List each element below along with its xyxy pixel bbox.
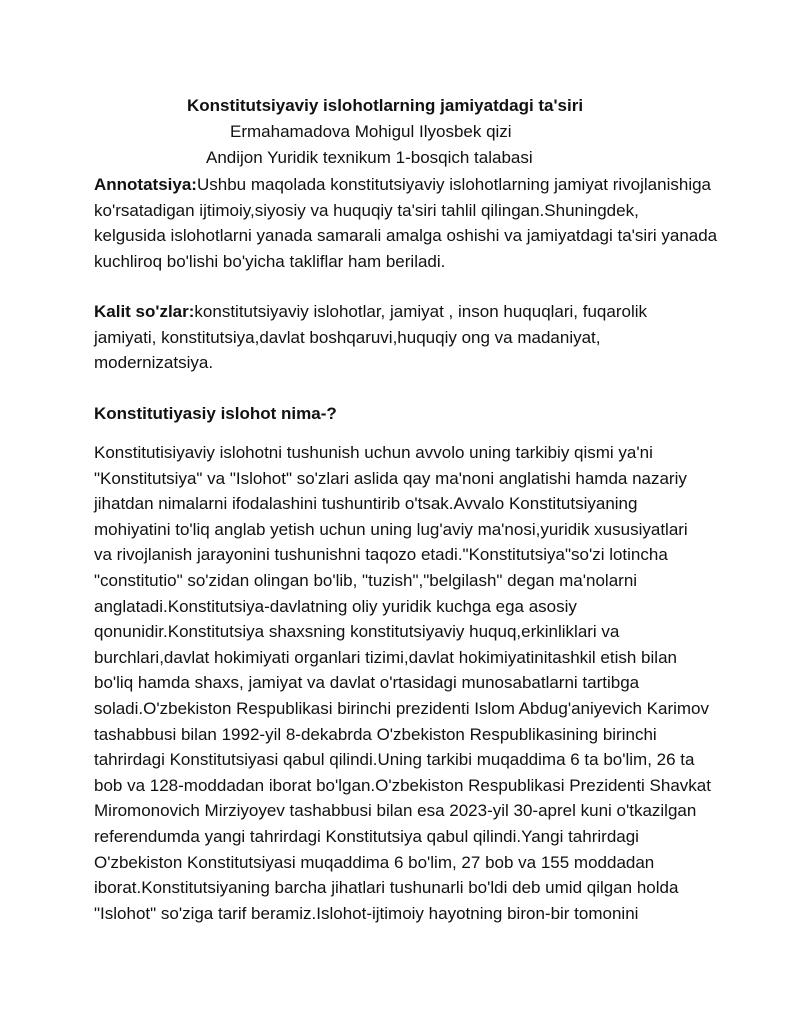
annotation-text: Ushbu maqolada konstitutsiyaviy islohotlarning jamiyat rivojlanishiga [196,175,712,194]
body-line: qonunidir.Konstitutsiya shaxsning konstitutsiyaviy huquq,erkinliklari va [94,622,620,642]
body-line: "Konstitutsiya" va "Islohot" so'zlari aslida qay ma'noni anglatishi hamda nazariy [94,468,687,488]
annotation-line: kuchliroq bo'lishi bo'yicha takliflar ham beriladi. [94,251,446,271]
article-title: Konstitutsiyaviy islohotlarning jamiyatdagi ta'siri [187,96,584,115]
author-name: Ermahamadova Mohigul Ilyosbek qizi [230,122,512,141]
body-line: O'zbekiston Konstitutsiyasi muqaddima 6 bo'lim, 27 bob va 155 moddadan [94,852,655,872]
body-line: iborat.Konstitutsiyaning barcha jihatlari tushunarli bo'ldi deb umid qilgan holda [94,878,679,898]
body-line: anglatadi.Konstitutsiya-davlatning oliy yuridik kuchga ega asosiy [94,596,577,616]
annotation-label: Annotatsiya: [94,175,197,194]
body-line: "Islohot" so'ziga tarif beramiz.Islohot-ijtimoiy hayotning biron-bir tomonini [94,903,639,923]
annotation-paragraph [94,172,718,274]
body-line: tahrirdagi Konstitutsiyasi qabul qilindi.Uning tarkibi muqaddima 6 ta bo'lim, 26 ta [94,750,695,770]
annotation-line [94,172,718,198]
body-line: bob va 128-moddadan iborat bo'lgan.O'zbekiston Respublikasi Prezidenti Shavkat [94,775,711,795]
body-line: "constitutio" so'zidan olingan bo'lib, "tuzish","belgilash" degan ma'nolarni [94,570,638,590]
keywords-line: jamiyati, konstitutsiya,davlat boshqaruvi,huquqiy ong va madaniyat, [94,327,601,347]
keywords-paragraph [94,299,718,376]
keywords-text: konstitutsiyaviy islohotlar, jamiyat , inson huquqlari, fuqarolik [194,302,648,321]
annotation-line: ko'rsatadigan ijtimoiy,siyosiy va huquqiy ta'siri tahlil qilingan.Shuningdek, [94,200,639,220]
section-body [94,440,718,926]
body-line: burchlari,davlat hokimiyati organlari tizimi,davlat hokimiyatinitashkil etish bilan [94,647,677,667]
body-line: bo'liq hamda shaxs, jamiyat va davlat o'rtasidagi munosabatlarni tartibga [94,673,640,693]
keywords-label: Kalit so'zlar: [94,302,195,321]
body-line: Miromonovich Mirziyoyev tashabbusi bilan esa 2023-yil 30-aprel kuni o'tkazilgan [94,801,697,821]
keywords-line: modernizatsiya. [94,353,214,373]
body-line: referendumda yangi tahrirdagi Konstitutsiya qabul qilindi.Yangi tahrirdagi [94,826,639,846]
body-line: va rivojlanish jarayonini tushunishni taqozo etadi."Konstitutsiya"so'zi lotincha [94,545,668,565]
body-line: tashabbusi bilan 1992-yil 8-dekabrda O'zbekiston Respublikasining birinchi [94,724,657,744]
body-line: mohiyatini to'liq anglab yetish uchun uning lug'aviy ma'nosi,yuridik xususiyatlari [94,519,688,539]
keywords-line [94,299,718,325]
section-heading: Konstitutiyasiy islohot nima-? [94,404,337,423]
body-line: soladi.O'zbekiston Respublikasi birinchi prezidenti Islom Abdug'aniyevich Karimov [94,698,710,718]
body-line: jihatdan nimalarni ifodalashini tushuntirib o'tsak.Avvalo Konstitutsiyaning [94,494,638,514]
body-line: Konstitutisiyaviy islohotni tushunish uchun avvolo uning tarkibiy qismi ya'ni [94,443,653,462]
annotation-line: kelgusida islohotlarni yanada samarali amalga oshishi va jamiyatdagi ta'siri yanada [94,226,718,246]
author-affiliation: Andijon Yuridik texnikum 1-bosqich talabasi [206,148,533,167]
